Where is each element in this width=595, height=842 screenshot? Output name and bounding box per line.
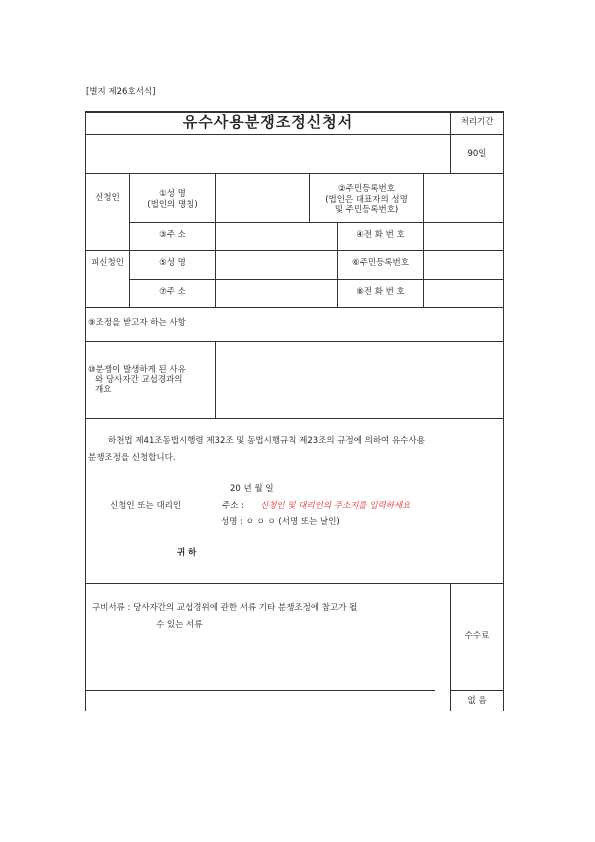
dispute-reason-line2: 와 당사자간 교섭경과의 (95, 375, 183, 385)
applicant-phone-label: ④전 화 번 호 (356, 230, 405, 240)
respondent-id-label: ⑥주민등록번호 (352, 258, 409, 268)
signer-address-field[interactable]: 신청인 및 대리인의 주소지를 입력하세요 (260, 501, 411, 511)
respondent-group-label: 피신청인 (91, 258, 124, 268)
processing-period-label: 처리기간 (460, 117, 494, 127)
applicant-group-label: 신청인 (95, 193, 120, 203)
respondent-name-label: ⑤성 명 (159, 258, 186, 268)
applicant-id-sub2: 및 주민등록번호) (334, 205, 399, 215)
applicant-name-label: ①성 명 (159, 189, 186, 199)
signer-label: 신청인 또는 대리인 (110, 501, 182, 511)
applicant-id-label: ②주민등록번호 (338, 184, 395, 194)
applicant-name-sub: (법인의 명칭) (147, 200, 198, 210)
form-title: 유수사용분쟁조정신청서 (182, 113, 354, 131)
documents-line2: 수 있는 서류 (156, 620, 203, 630)
dispute-reason-line1: ⑩분쟁이 발생하게 된 사유 (88, 365, 186, 375)
dispute-reason-line3: 개요 (95, 385, 112, 395)
signer-name-line: 성명 : ㅇ ㅇ ㅇ (서명 또는 날인) (221, 517, 340, 527)
respondent-phone-label: ⑧전 화 번 호 (356, 287, 405, 297)
applicant-address-label: ③주 소 (159, 230, 186, 240)
signer-address-label: 주소 : (222, 501, 244, 511)
fee-label: 수수료 (464, 631, 490, 641)
mediation-subject-label: ⑨조정을 받고자 하는 사항 (88, 318, 186, 328)
statement-line1: 하천법 제41조동법시행령 제32조 및 동법시행규칙 제23조의 규정에 의하여 유수사용 (108, 436, 425, 446)
processing-period-value: 90일 (467, 149, 487, 159)
respondent-address-label: ⑦주 소 (159, 287, 186, 297)
date-line: 20 년 월 일 (230, 484, 274, 494)
statement-line2: 분쟁조정을 신청합니다. (88, 453, 176, 463)
fee-value: 없 음 (467, 696, 487, 706)
recipient-label: 귀 하 (177, 548, 197, 558)
form-number-label: [별지 제26호서식] (86, 87, 156, 97)
applicant-id-sub1: (법인은 대표자의 성명 (325, 195, 408, 205)
documents-line1: 구비서류 : 당사자간의 교섭경위에 관한 서류 기타 분쟁조정에 참고가 될 (92, 603, 358, 613)
